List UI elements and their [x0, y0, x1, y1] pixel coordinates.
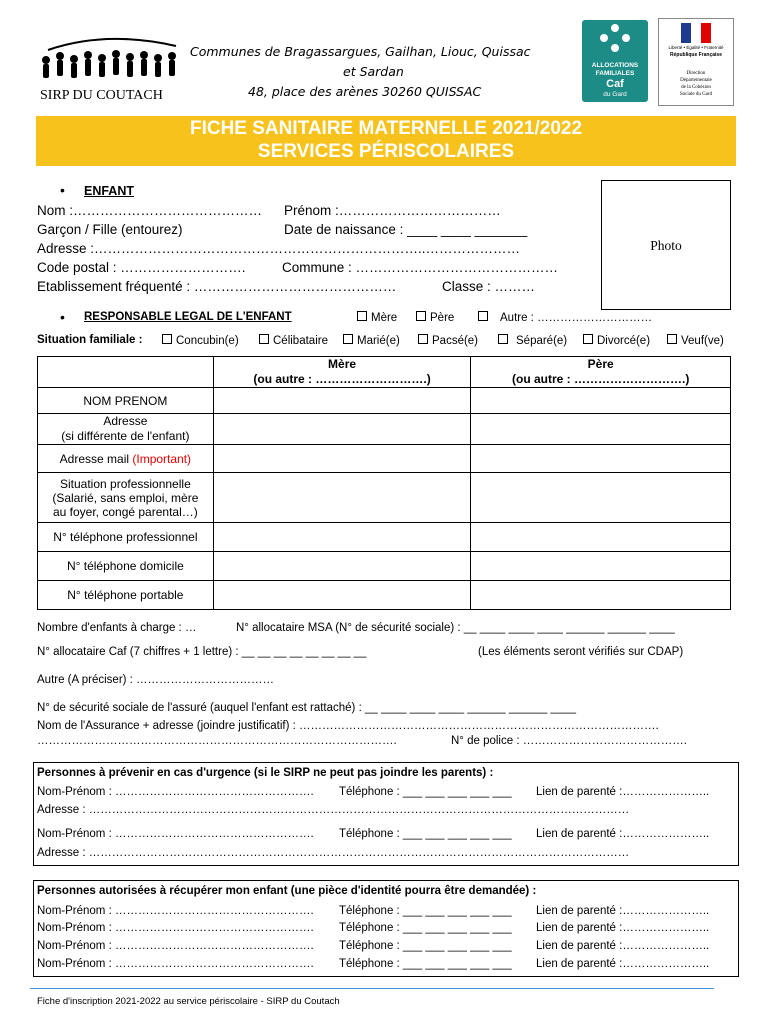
table-header-row: [38, 357, 731, 388]
communes-line1: Communes de Bragassargues, Gailhan, Liouc, Quissac: [190, 44, 531, 59]
gov-dir1: Direction: [686, 71, 706, 76]
enfant-heading: ENFANT: [84, 184, 134, 198]
checkbox-icon[interactable]: [667, 334, 677, 344]
option-label: Célibataire: [273, 335, 328, 347]
title-banner: [36, 116, 736, 166]
option-label: Autre : …………………………: [500, 312, 653, 324]
row-label: [38, 445, 214, 473]
caf-logo-icon: [582, 20, 648, 102]
row-label-line: au foyer, congé parental…): [52, 504, 198, 519]
urgence-tel-field[interactable]: Téléphone : ___ ___ ___ ___ ___: [339, 828, 512, 840]
mere-cell[interactable]: [213, 581, 471, 610]
table-row: [38, 581, 731, 610]
option-label: Concubin(e): [176, 335, 239, 347]
footer-text: Fiche d'inscription 2021-2022 au service périscolaire - SIRP du Coutach: [37, 996, 340, 1007]
gov-dir2: Départementale: [680, 78, 712, 83]
row-label-line: Adresse: [103, 414, 148, 428]
col-pere-title: Père: [587, 357, 614, 371]
option-label: Veuf(ve): [681, 335, 724, 347]
cdap-note: (Les éléments seront vérifiés sur CDAP): [478, 646, 684, 658]
autorisees-heading: Personnes autorisées à récupérer mon enfant (une pièce d'identité pourra être demandée) :: [37, 885, 537, 897]
checkbox-icon[interactable]: [418, 334, 428, 344]
row-label: N° téléphone portable: [38, 581, 214, 610]
row-label-line: (si différente de l'enfant): [61, 429, 190, 443]
responsable-autre-option[interactable]: [478, 311, 652, 324]
situation-option-pacse[interactable]: [418, 334, 478, 347]
table-row: [38, 388, 731, 414]
photo-label: Photo: [650, 238, 682, 253]
enfant-prenom-field[interactable]: Prénom :………………………………: [284, 203, 501, 218]
pere-cell[interactable]: [471, 523, 731, 552]
table-row: [38, 414, 731, 445]
mere-cell[interactable]: [213, 523, 471, 552]
situation-option-marie[interactable]: [343, 334, 400, 347]
assurance-field-cont[interactable]: ………………………………………………………………………………….: [37, 735, 397, 747]
caf-figures-icon: [582, 20, 648, 62]
autorisee-nom-field[interactable]: Nom-Prénom : …………………………………………….: [37, 940, 314, 952]
enfant-classe-field[interactable]: Classe : ………: [442, 279, 536, 294]
option-label: Divorcé(e): [597, 335, 651, 347]
autorisee-parente-field[interactable]: Lien de parenté :…………………..: [536, 940, 710, 952]
situation-option-divorce[interactable]: [583, 334, 650, 347]
option-label: Marié(e): [357, 335, 400, 347]
urgence-nom-field[interactable]: Nom-Prénom : …………………………………………….: [37, 786, 314, 798]
autorisee-tel-field[interactable]: Téléphone : ___ ___ ___ ___ ___: [339, 922, 512, 934]
row-label: N° téléphone domicile: [38, 552, 214, 581]
caf-line2: FAMILIALES: [595, 70, 635, 77]
enfant-adresse-field[interactable]: Adresse :………………………………………………………………..…………………: [37, 241, 521, 256]
checkbox-icon[interactable]: [498, 334, 508, 344]
parents-table: [37, 356, 731, 610]
secu-field[interactable]: N° de sécurité sociale de l'assuré (auquel l'enfant est rattaché) : __ ____ ____ ____ ______ ______ ____: [37, 702, 577, 714]
option-label: Mère: [371, 312, 398, 324]
enfant-naissance-field[interactable]: Date de naissance : ____ ____ _______: [284, 222, 528, 237]
footer-divider: [30, 988, 714, 989]
mere-cell[interactable]: [213, 473, 471, 523]
checkbox-icon[interactable]: [478, 311, 488, 321]
row-label: NOM PRENOM: [38, 388, 214, 414]
enfants-charge-field[interactable]: Nombre d'enfants à charge : …: [37, 622, 197, 634]
pere-cell[interactable]: [471, 581, 731, 610]
pere-cell[interactable]: [471, 414, 731, 445]
autorisee-nom-field[interactable]: Nom-Prénom : …………………………………………….: [37, 905, 314, 917]
urgence-parente-field[interactable]: Lien de parenté :…………………..: [536, 786, 710, 798]
situation-option-veuf[interactable]: [667, 334, 724, 347]
row-label: N° téléphone professionnel: [38, 523, 214, 552]
row-label-line: (Salarié, sans emploi, mère: [52, 490, 199, 505]
enfant-etablissement-field[interactable]: Etablissement fréquenté : ………………………………………: [37, 279, 397, 294]
autorisee-nom-field[interactable]: Nom-Prénom : …………………………………………….: [37, 958, 314, 970]
mere-cell[interactable]: [213, 445, 471, 473]
situation-option-celibataire[interactable]: [259, 334, 328, 347]
gov-logo: [658, 18, 734, 106]
photo-box[interactable]: [601, 180, 731, 310]
autorisee-nom-field[interactable]: Nom-Prénom : …………………………………………….: [37, 922, 314, 934]
row-label: [38, 473, 214, 523]
responsable-pere-option[interactable]: [416, 311, 454, 324]
autorisee-tel-field[interactable]: Téléphone : ___ ___ ___ ___ ___: [339, 958, 512, 970]
police-field[interactable]: N° de police : …………………………………….: [451, 735, 687, 747]
situation-option-separe[interactable]: [498, 334, 567, 347]
checkbox-icon[interactable]: [162, 334, 172, 344]
checkbox-icon[interactable]: [357, 311, 367, 321]
checkbox-icon[interactable]: [343, 334, 353, 344]
marianne-flag-icon: [681, 23, 711, 43]
assurance-field[interactable]: Nom de l'Assurance + adresse (joindre justificatif) : ………………………………………………………………………………….: [37, 720, 659, 732]
table-row: [38, 445, 731, 473]
important-note: (Important): [132, 451, 192, 466]
bullet-icon: •: [60, 182, 65, 198]
table-row: [38, 523, 731, 552]
checkbox-icon[interactable]: [416, 311, 426, 321]
autre-field[interactable]: Autre (A préciser) : ………………………………: [37, 674, 275, 686]
caf-field[interactable]: N° allocataire Caf (7 chiffres + 1 lettre) : __ __ __ __ __ __ __ __: [37, 646, 367, 658]
enfant-nom-field[interactable]: Nom :……………………………………: [37, 203, 263, 218]
title-line2: SERVICES PÉRISCOLAIRES: [257, 141, 515, 162]
enfant-code-postal-field[interactable]: Code postal : ……………………….: [37, 260, 246, 275]
col-mere-sub: (ou autre : ……………………….): [253, 372, 431, 386]
row-label-line: Adresse mail: [59, 451, 130, 466]
option-label: Pacsé(e): [432, 335, 479, 347]
urgence-tel-field[interactable]: Téléphone : ___ ___ ___ ___ ___: [339, 786, 512, 798]
urgence-nom-field[interactable]: Nom-Prénom : …………………………………………….: [37, 828, 314, 840]
caf-line1: ALLOCATIONS: [591, 62, 639, 69]
caf-name: Caf: [606, 78, 624, 90]
msa-field[interactable]: N° allocataire MSA (N° de sécurité sociale) : __ ____ ____ ____ ______ ______ ____: [236, 622, 675, 634]
bullet-icon: •: [60, 309, 65, 325]
gov-motto: Liberté • Égalité • Fraternité: [668, 45, 724, 50]
option-label: Séparé(e): [516, 335, 568, 347]
col-pere-sub: (ou autre : ……………………….): [512, 372, 690, 386]
situation-option-concubin[interactable]: [162, 334, 239, 347]
mere-cell[interactable]: [213, 388, 471, 414]
pere-cell[interactable]: [471, 552, 731, 581]
enfant-commune-field[interactable]: Commune : ………………………………………: [282, 260, 559, 275]
responsable-heading: RESPONSABLE LEGAL DE L'ENFANT: [84, 311, 292, 323]
option-label: Père: [430, 312, 455, 324]
responsable-mere-option[interactable]: [357, 311, 397, 324]
sirp-logo-icon: [36, 26, 186, 88]
urgence-parente-field[interactable]: Lien de parenté :…………………..: [536, 828, 710, 840]
title-line1: FICHE SANITAIRE MATERNELLE 2021/2022: [189, 118, 583, 139]
autorisee-parente-field[interactable]: Lien de parenté :…………………..: [536, 922, 710, 934]
pere-cell[interactable]: [471, 388, 731, 414]
autorisee-parente-field[interactable]: Lien de parenté :…………………..: [536, 958, 710, 970]
communes-line2: et Sardan: [343, 64, 404, 79]
urgence-adresse-field[interactable]: Adresse : ……………………………………………………………………………………………………………………………: [37, 847, 630, 859]
header-address: 48, place des arènes 30260 QUISSAC: [248, 84, 482, 99]
table-row: [38, 473, 731, 523]
gov-dir3: de la Cohésion: [681, 85, 711, 90]
gov-republic: République Française: [670, 52, 722, 58]
logo-text: SIRP DU COUTACH: [40, 88, 163, 103]
enfant-sexe-field[interactable]: Garçon / Fille (entourez): [37, 222, 183, 237]
urgence-adresse-field[interactable]: Adresse : ……………………………………………………………………………………………………………………………: [37, 804, 630, 816]
urgence-heading: Personnes à prévenir en cas d'urgence (si le SIRP ne peut pas joindre les parents) :: [37, 767, 494, 779]
autorisee-tel-field[interactable]: Téléphone : ___ ___ ___ ___ ___: [339, 905, 512, 917]
table-corner-cell: [38, 357, 214, 388]
checkbox-icon[interactable]: [583, 334, 593, 344]
row-label: [38, 414, 214, 445]
autorisee-tel-field[interactable]: Téléphone : ___ ___ ___ ___ ___: [339, 940, 512, 952]
row-label-line: Situation professionnelle: [59, 476, 191, 491]
table-row: [38, 552, 731, 581]
mere-cell[interactable]: [213, 414, 471, 445]
col-mere-title: Mère: [328, 357, 357, 371]
situation-label: Situation familiale :: [37, 334, 143, 346]
gov-dir4: Sociale du Gard: [679, 92, 713, 97]
pere-cell[interactable]: [471, 473, 731, 523]
checkbox-icon[interactable]: [259, 334, 269, 344]
col-mere-header: [213, 357, 471, 388]
mere-cell[interactable]: [213, 552, 471, 581]
autorisee-parente-field[interactable]: Lien de parenté :…………………..: [536, 905, 710, 917]
pere-cell[interactable]: [471, 445, 731, 473]
caf-place: du Gard: [603, 91, 627, 98]
col-pere-header: [471, 357, 731, 388]
